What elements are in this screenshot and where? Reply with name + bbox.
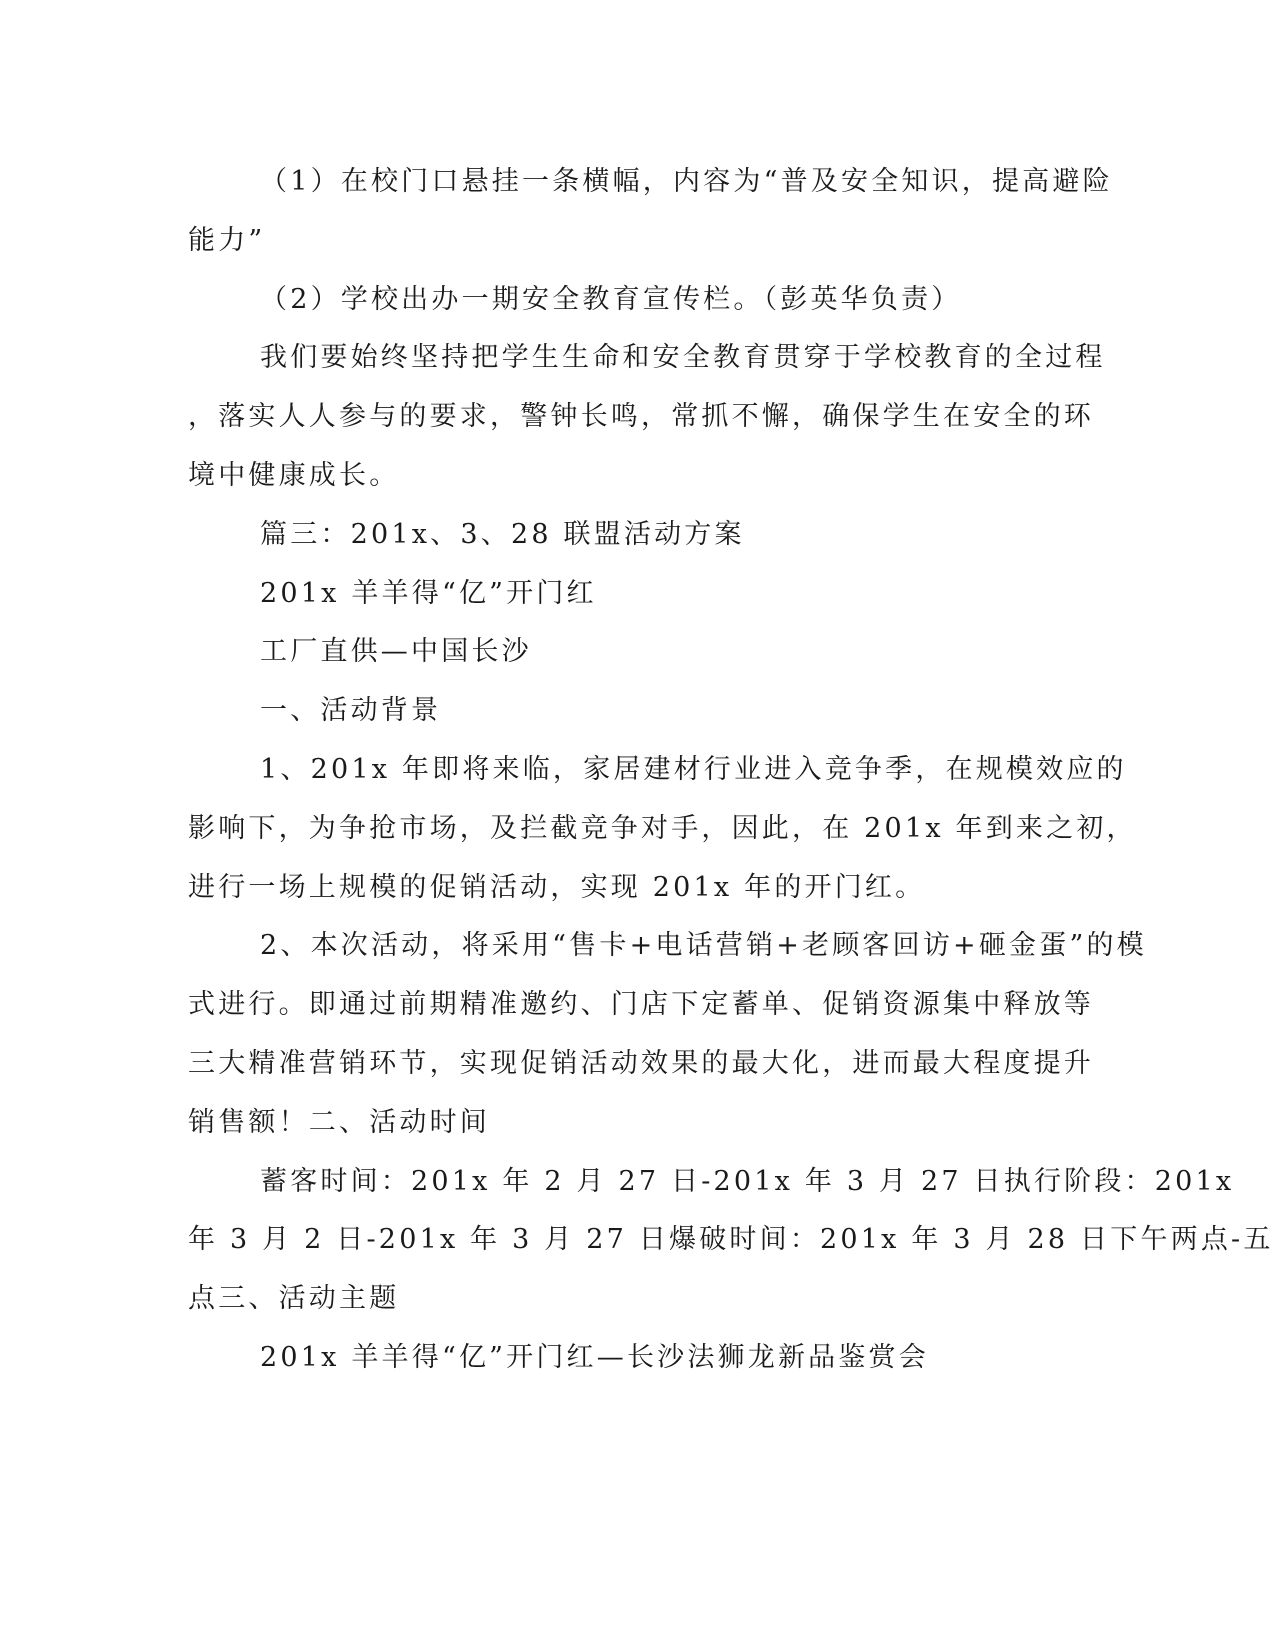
text-line: （2）学校出办一期安全教育宣传栏。（彭英华负责） — [260, 284, 962, 315]
section-heading: 一、活动背景 — [260, 695, 442, 726]
text-line: （1）在校门口悬挂一条横幅，内容为“普及安全知识，提高避险 — [260, 166, 1113, 197]
text-line: 1、201x 年即将来临，家居建材行业进入竞争季，在规模效应的 — [260, 754, 1127, 785]
text-line: 进行一场上规模的促销活动，实现 201x 年的开门红。 — [188, 872, 926, 903]
text-line: 式进行。即通过前期精准邀约、门店下定蓄单、促销资源集中释放等 — [188, 989, 1094, 1020]
text-line: 蓄客时间：201x 年 2 月 27 日-201x 年 3 月 27 日执行阶段：201x — [260, 1166, 1235, 1197]
text-line: ，落实人人参与的要求，警钟长鸣，常抓不懈，确保学生在安全的环 — [188, 401, 1094, 432]
text-line: 2、本次活动，将采用“售卡+电话营销+老顾客回访+砸金蛋”的模 — [260, 930, 1147, 961]
text-line: 我们要始终坚持把学生生命和安全教育贯穿于学校教育的全过程 — [260, 342, 1106, 373]
text-line: 201x 羊羊得“亿”开门红—长沙法狮龙新品鉴赏会 — [260, 1342, 929, 1373]
text-line: 影响下，为争抢市场，及拦截竞争对手，因此，在 201x 年到来之初， — [188, 813, 1137, 844]
text-line: 点三、活动主题 — [188, 1283, 400, 1314]
text-line: 能力” — [188, 225, 266, 256]
text-line: 销售额！二、活动时间 — [188, 1107, 490, 1138]
text-line: 工厂直供—中国长沙 — [260, 636, 532, 667]
section-heading: 篇三：201x、3、28 联盟活动方案 — [260, 519, 745, 550]
text-line: 三大精准营销环节，实现促销活动效果的最大化，进而最大程度提升 — [188, 1048, 1094, 1079]
text-line: 201x 羊羊得“亿”开门红 — [260, 578, 597, 609]
text-line: 境中健康成长。 — [188, 460, 400, 491]
text-line: 年 3 月 2 日-201x 年 3 月 27 日爆破时间：201x 年 3 月 28 日下午两点-五 — [188, 1224, 1274, 1255]
